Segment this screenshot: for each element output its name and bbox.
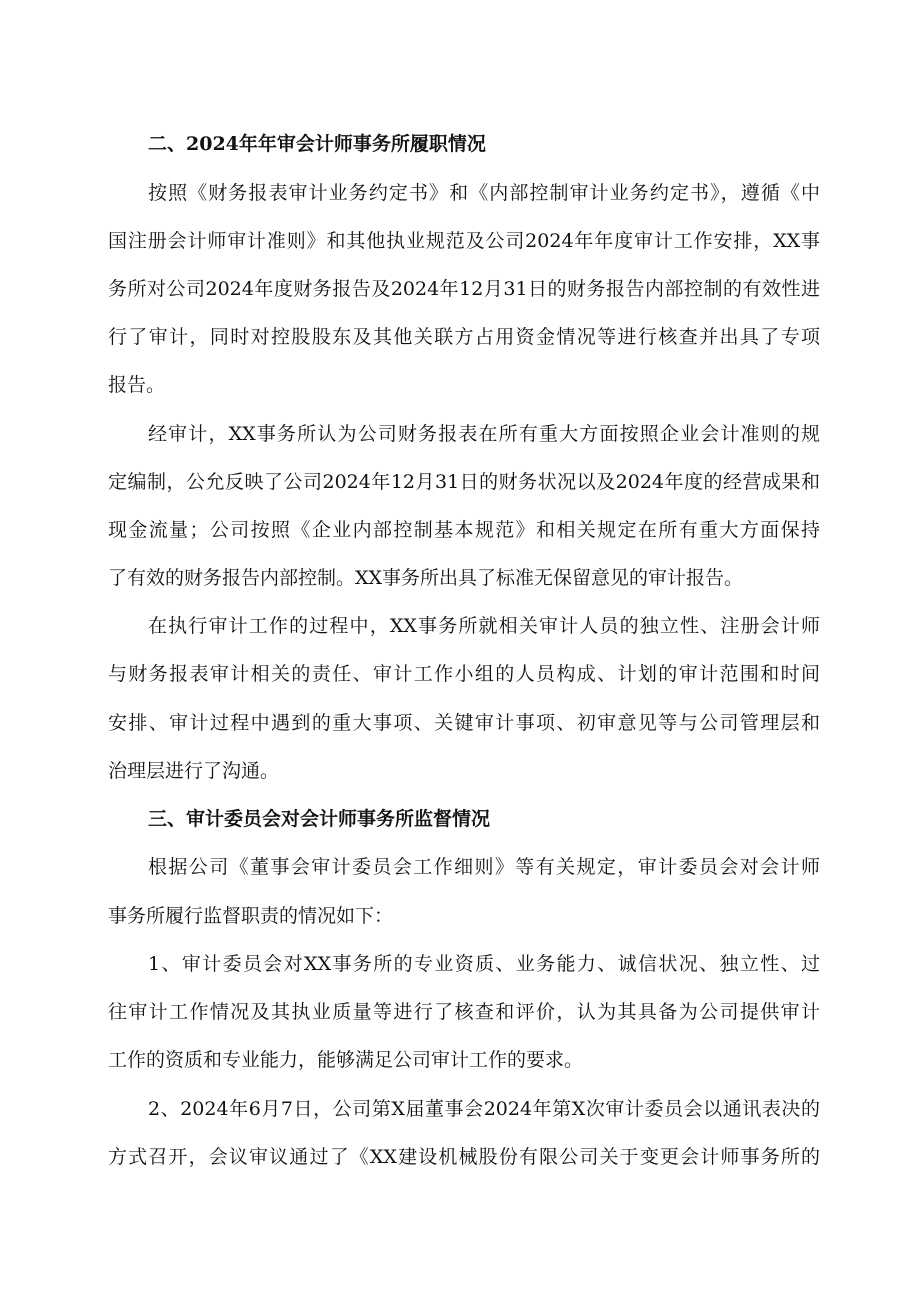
paragraph-line: 往审计工作情况及其执业质量等进行了核查和评价，认为其具备为公司提供审计 [108, 1001, 820, 1023]
paragraph-line: 定编制，公允反映了公司2024年12月31日的财务状况以及2024年度的经营成果和 [108, 471, 820, 493]
paragraph-line: 务所对公司2024年度财务报告及2024年12月31日的财务报告内部控制的有效性进 [108, 278, 820, 300]
paragraph-line: 在执行审计工作的过程中，XX事务所就相关审计人员的独立性、注册会计师 [148, 615, 820, 637]
paragraph-line: 行了审计，同时对控股股东及其他关联方占用资金情况等进行核查并出具了专项 [108, 326, 820, 348]
paragraph-line: 安排、审计过程中遇到的重大事项、关键审计事项、初审意见等与公司管理层和 [108, 712, 820, 734]
paragraph-line: 治理层进行了沟通。 [108, 760, 280, 782]
paragraph-line: 按照《财务报表审计业务约定书》和《内部控制审计业务约定书》，遵循《中 [148, 182, 820, 204]
paragraph-line: 国注册会计师审计准则》和其他执业规范及公司2024年年度审计工作安排，XX事 [108, 230, 820, 252]
section-heading-2: 二、2024年年审会计师事务所履职情况 [148, 133, 486, 155]
paragraph-line: 现金流量；公司按照《企业内部控制基本规范》和相关规定在所有重大方面保持 [108, 519, 820, 541]
paragraph-line: 事务所履行监督职责的情况如下： [108, 905, 394, 927]
paragraph-line: 报告。 [108, 374, 166, 396]
paragraph-line: 工作的资质和专业能力，能够满足公司审计工作的要求。 [108, 1049, 584, 1071]
paragraph-line: 经审计，XX事务所认为公司财务报表在所有重大方面按照企业会计准则的规 [148, 423, 820, 445]
paragraph-line: 根据公司《董事会审计委员会工作细则》等有关规定，审计委员会对会计师 [148, 856, 820, 878]
paragraph-line: 了有效的财务报告内部控制。XX事务所出具了标准无保留意见的审计报告。 [108, 567, 744, 589]
paragraph-line: 与财务报表审计相关的责任、审计工作小组的人员构成、计划的审计范围和时间 [108, 663, 820, 685]
section-heading-3: 三、审计委员会对会计师事务所监督情况 [148, 808, 491, 830]
paragraph-line: 2、2024年6月7日，公司第X届董事会2024年第X次审计委员会以通讯表决的 [148, 1098, 820, 1120]
paragraph-line: 方式召开，会议审议通过了《XX建设机械股份有限公司关于变更会计师事务所的 [108, 1146, 820, 1168]
paragraph-line: 1、审计委员会对XX事务所的专业资质、业务能力、诚信状况、独立性、过 [148, 953, 820, 975]
